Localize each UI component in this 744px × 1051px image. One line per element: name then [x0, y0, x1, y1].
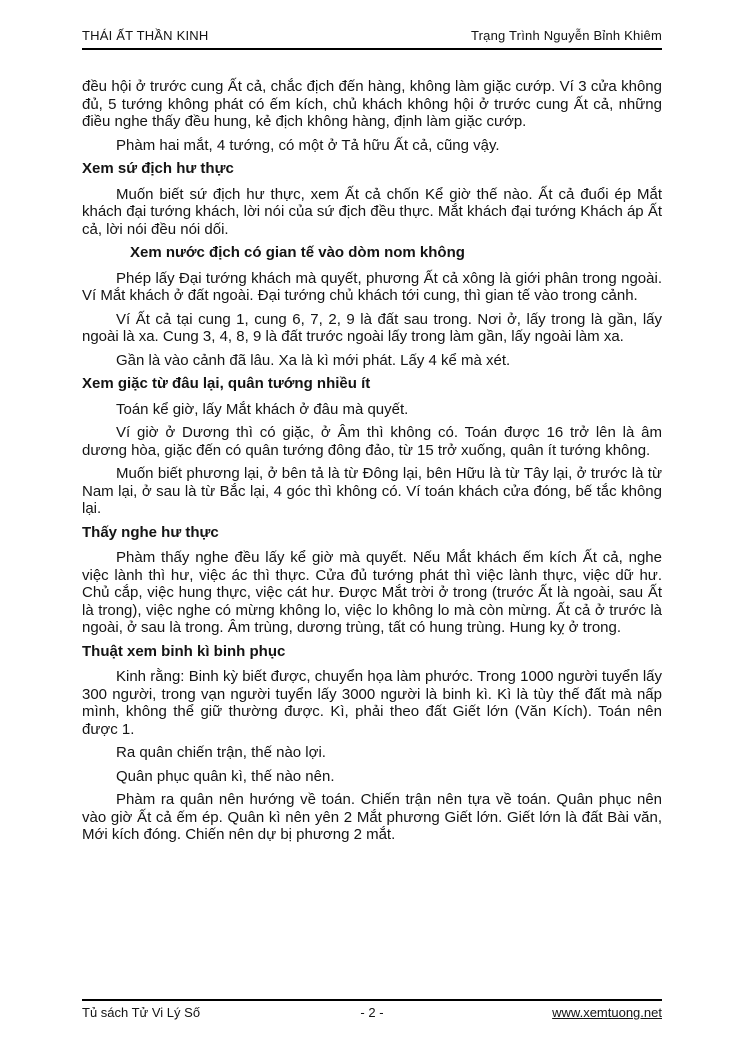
page-content — [82, 78, 662, 850]
section-heading: Xem sứ địch hư thực — [82, 160, 234, 177]
footer-page-number: - 2 - — [360, 1005, 384, 1020]
body-paragraph: Gần là vào cảnh đã lâu. Xa là kì mới phát. Lấy 4 kể mà xét. — [116, 351, 511, 369]
body-paragraph: Phép lấy Đại tướng khách mà quyết, phương Ất cả xông là giới phân trong ngoài. Ví Mắt khách ở đất ngoài. Đại tướng chủ khách tới cung, thì gian tế vào trong cảnh. — [82, 269, 662, 304]
body-paragraph: Muốn biết sứ địch hư thực, xem Ất cả chốn Kể giờ thế nào. Ất cả đuổi ép Mắt khách đại tướng khách, lời nói của sứ địch đều thực. Mắt khách đại tướng Khách áp Ất cả, lời nói đều nói dối. — [82, 185, 662, 238]
body-paragraph: Ra quân chiến trận, thế nào lợi. — [116, 744, 326, 761]
header-author: Trạng Trình Nguyễn Bỉnh Khiêm — [470, 28, 662, 43]
body-paragraph: Phàm thấy nghe đều lấy kể giờ mà quyết. Nếu Mắt khách ếm kích Ất cả, nghe việc lành thì hư, việc ác thì thực. Cửa đủ tướng phát thì việc lành thực, việc dữ hư. Chủ cắp, việc hung thực, việc cát hư. Được Mắt trời ở trong (trước Ất là ngoài, sau Ất là trong), việc nghe có mừng không lo, việc lo không lo mà còn mừng. Ất cả ở trước là ngoài, ở sau là trong. Âm trùng, dương trùng, tất có hung trùng. Hung kỵ ở trong. — [82, 549, 662, 636]
section-heading: Xem nước địch có gian tế vào dòm nom không — [130, 244, 465, 261]
section-heading: Thuật xem binh kì binh phục — [82, 642, 286, 660]
page-header — [82, 28, 662, 50]
footer-website-link[interactable]: www.xemtuong.net — [552, 1005, 662, 1020]
body-paragraph: Quân phục quân kì, thế nào nên. — [116, 767, 335, 785]
header-book-title: THÁI ẤT THẦN KINH — [82, 28, 209, 43]
page-footer — [82, 999, 662, 1020]
body-paragraph: Toán kể giờ, lấy Mắt khách ở đâu mà quyết. — [116, 400, 409, 418]
body-paragraph: Muốn biết phương lại, ở bên tả là từ Đông lại, bên Hữu là từ Tây lại, ở trước là từ Nam lại, ở sau là từ Bắc lại, 4 góc thì không có. Ví toán khách cửa đóng, bế tắc không lại. — [82, 465, 662, 517]
body-paragraph: đều hội ở trước cung Ất cả, chắc địch đến hàng, không làm giặc cướp. Ví 3 cửa không đủ, 5 tướng không phát có ếm kích, chủ khách không hội ở trước cung Ất cả, những điều nghe thấy đều hung, kẻ địch không hàng, định làm giặc cướp. — [82, 78, 662, 130]
body-paragraph: Phàm ra quân nên hướng về toán. Chiến trận nên tựa về toán. Quân phục nên vào giờ Ất cả ếm ép. Quân kì nên yên 2 Mắt phương Giết lớn. Giết lớn là đất Bài văn, Mới kích đóng. Chiến nên dự bị phương 2 mắt. — [82, 791, 662, 843]
footer-series-title: Tủ sách Tử Vi Lý Số — [82, 1005, 201, 1020]
body-paragraph: Kinh rằng: Binh kỳ biết được, chuyển họa làm phước. Trong 1000 người tuyển lấy 300 người, trong vạn người tuyển lấy 3000 người là binh kì. Kì là tùy thế đất mà nấp mình, không thể giữ thường được. Kì, phải theo đất Giết lớn (Văn Kích). Toán nên được 1. — [82, 668, 662, 738]
body-paragraph: Phàm hai mắt, 4 tướng, có một ở Tả hữu Ất cả, cũng vậy. — [116, 136, 500, 154]
section-heading: Xem giặc từ đâu lại, quân tướng nhiều ít — [82, 375, 371, 392]
body-paragraph: Ví giờ ở Dương thì có giặc, ở Âm thì không có. Toán được 16 trở lên là âm dương hòa, giặc đến có quân tướng đông đảo, từ 15 trở xuống, quân ít tướng không. — [82, 424, 662, 459]
section-heading: Thấy nghe hư thực — [82, 523, 219, 541]
body-paragraph: Ví Ất cả tại cung 1, cung 6, 7, 2, 9 là đất sau trong. Nơi ở, lấy trong là gần, lấy ngoài là xa. Cung 3, 4, 8, 9 là đất trước ngoài lấy trong làm gần, lấy ngoài làm xa. — [82, 310, 662, 345]
